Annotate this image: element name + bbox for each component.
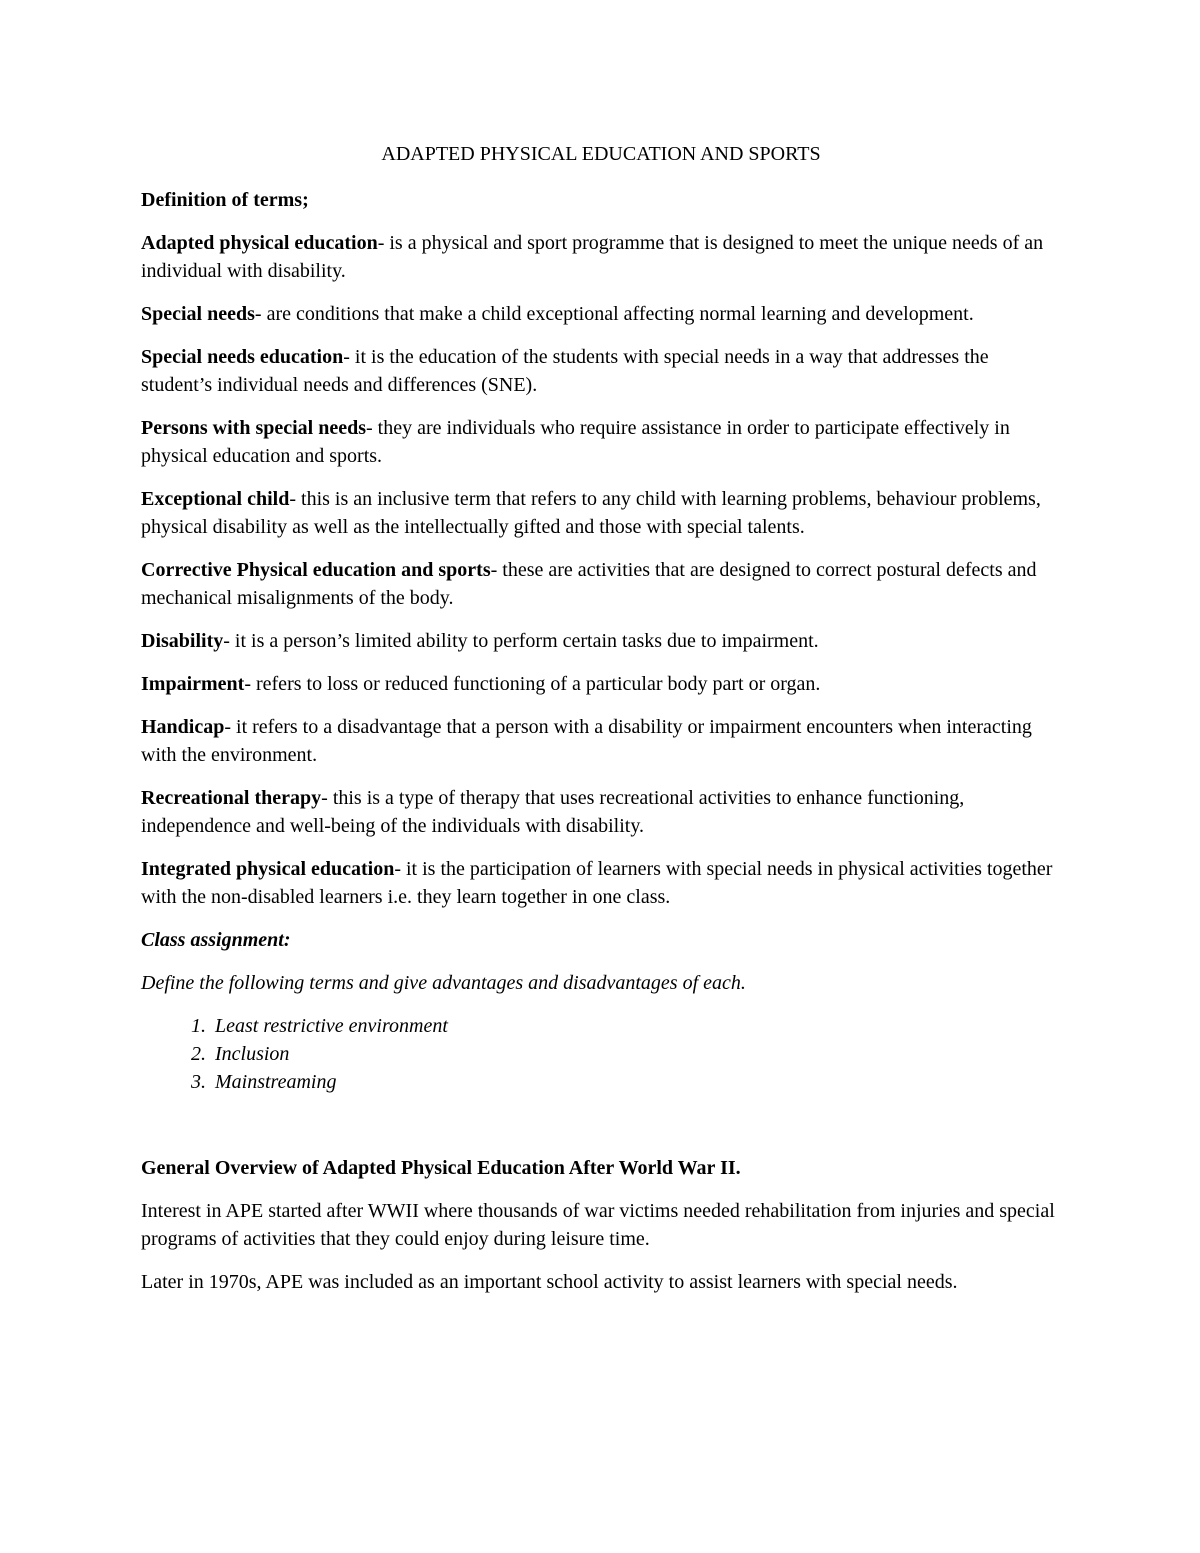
assignment-heading: Class assignment: bbox=[141, 929, 291, 951]
definition-item bbox=[141, 485, 1061, 541]
definition-text: - they are individuals who require assistance in order to participate effectively in physical education and sports. bbox=[141, 417, 1010, 467]
definition-term: Handicap bbox=[141, 716, 225, 738]
definition-text: - this is a type of therapy that uses recreational activities to enhance functioning, independence and well-being of the individuals with disability. bbox=[141, 787, 965, 837]
overview-paragraph: Interest in APE started after WWII where thousands of war victims needed rehabilitation from injuries and special programs of activities that they could enjoy during leisure time. bbox=[141, 1200, 1055, 1250]
definition-term: Corrective Physical education and sports bbox=[141, 559, 491, 581]
definition-item bbox=[141, 414, 1061, 470]
assignment-item: 2. Inclusion bbox=[211, 1040, 1061, 1068]
definition-item bbox=[141, 229, 1061, 285]
definition-item bbox=[141, 670, 1061, 698]
definition-text: - it is a person’s limited ability to perform certain tasks due to impairment. bbox=[223, 630, 819, 652]
definition-term: Persons with special needs bbox=[141, 417, 366, 439]
definitions-subheading: Definition of terms; bbox=[141, 189, 309, 211]
assignment-list bbox=[141, 1012, 1061, 1096]
overview-heading: General Overview of Adapted Physical Education After World War II. bbox=[141, 1157, 741, 1179]
definition-term: Adapted physical education bbox=[141, 232, 378, 254]
definition-text: - this is an inclusive term that refers to any child with learning problems, behaviour problems, physical disability as well as the intellectually gifted and those with special talents. bbox=[141, 488, 1041, 538]
assignment-item: 1. Least restrictive environment bbox=[211, 1012, 1061, 1040]
document-page bbox=[141, 140, 1061, 1311]
definition-text: - it refers to a disadvantage that a person with a disability or impairment encounters when interacting with the environment. bbox=[141, 716, 1032, 766]
definition-item bbox=[141, 713, 1061, 769]
definition-item bbox=[141, 556, 1061, 612]
definition-term: Exceptional child bbox=[141, 488, 290, 510]
definition-item bbox=[141, 627, 1061, 655]
overview-paragraph: Later in 1970s, APE was included as an important school activity to assist learners with special needs. bbox=[141, 1271, 958, 1293]
definition-item bbox=[141, 343, 1061, 399]
definition-term: Recreational therapy bbox=[141, 787, 322, 809]
definition-text: - refers to loss or reduced functioning of a particular body part or organ. bbox=[244, 673, 821, 695]
definition-term: Integrated physical education bbox=[141, 858, 395, 880]
assignment-item: 3. Mainstreaming bbox=[211, 1068, 1061, 1096]
definition-text: - these are activities that are designed to correct postural defects and mechanical misalignments of the body. bbox=[141, 559, 1037, 609]
definition-text: - are conditions that make a child exceptional affecting normal learning and development. bbox=[254, 303, 974, 325]
definition-text: - it is the participation of learners with special needs in physical activities together with the non-disabled learners i.e. they learn together in one class. bbox=[141, 858, 1053, 908]
definition-term: Disability bbox=[141, 630, 224, 652]
definition-item bbox=[141, 784, 1061, 840]
definition-term: Special needs education bbox=[141, 346, 344, 368]
assignment-instruction: Define the following terms and give advantages and disadvantages of each. bbox=[141, 972, 746, 994]
definition-term: Special needs bbox=[141, 303, 255, 325]
definition-term: Impairment bbox=[141, 673, 245, 695]
definition-text: - it is the education of the students with special needs in a way that addresses the student’s individual needs and differences (SNE). bbox=[141, 346, 989, 396]
definition-item bbox=[141, 300, 1061, 328]
definition-item bbox=[141, 855, 1061, 911]
definition-text: - is a physical and sport programme that is designed to meet the unique needs of an individual with disability. bbox=[141, 232, 1044, 282]
document-title: ADAPTED PHYSICAL EDUCATION AND SPORTS bbox=[381, 143, 821, 165]
